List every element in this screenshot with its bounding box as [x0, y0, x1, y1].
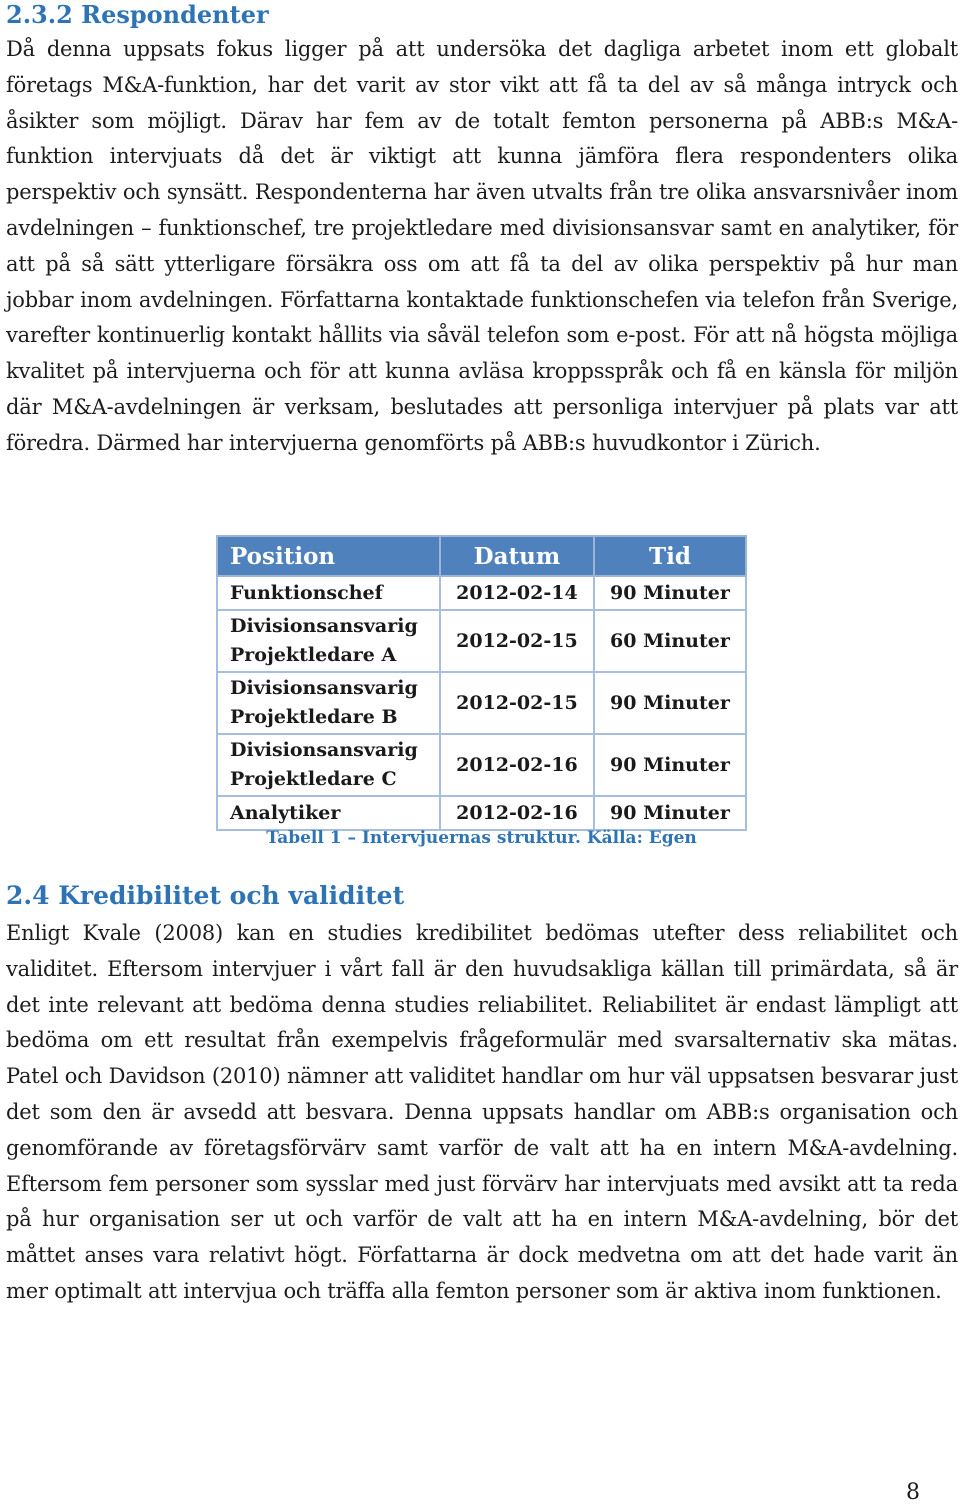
- cell-time: 90 Minuter: [594, 796, 746, 830]
- cell-date: 2012-02-16: [440, 796, 594, 830]
- section-heading-kredibilitet: 2.4 Kredibilitet och validitet: [6, 881, 405, 910]
- position-line1: Divisionsansvarig: [230, 739, 418, 761]
- position-line1: Analytiker: [230, 801, 341, 824]
- table-row: [217, 610, 746, 672]
- cell-date: 2012-02-16: [440, 734, 594, 796]
- cell-position: [217, 610, 440, 672]
- position-line1: Divisionsansvarig: [230, 615, 418, 637]
- header-datum: Datum: [440, 536, 594, 576]
- table-caption: Tabell 1 – Intervjuernas struktur. Källa: Egen: [266, 828, 697, 848]
- cell-date: 2012-02-14: [440, 576, 594, 610]
- cell-time: 90 Minuter: [594, 576, 746, 610]
- header-tid: Tid: [594, 536, 746, 576]
- cell-time: 90 Minuter: [594, 672, 746, 734]
- position-line2: Projektledare B: [230, 706, 398, 728]
- cell-time: 60 Minuter: [594, 610, 746, 672]
- table-row: [217, 734, 746, 796]
- page-number: 8: [906, 1480, 920, 1505]
- table-row: [217, 576, 746, 610]
- header-position: Position: [217, 536, 440, 576]
- cell-date: 2012-02-15: [440, 672, 594, 734]
- table-header-row: [217, 536, 746, 576]
- position-line1: Divisionsansvarig: [230, 677, 418, 699]
- cell-date: 2012-02-15: [440, 610, 594, 672]
- table-row: [217, 796, 746, 830]
- cell-position: [217, 796, 440, 830]
- table-row: [217, 672, 746, 734]
- position-line2: Projektledare C: [230, 768, 397, 790]
- section-heading-respondenter: 2.3.2 Respondenter: [6, 0, 269, 29]
- cell-position: [217, 576, 440, 610]
- interview-table: [216, 535, 747, 831]
- paragraph-respondenter: Då denna uppsats fokus ligger på att undersöka det dagliga arbetet inom ett globalt företags M&A-funktion, har det varit av stor vikt att få ta del av så många intryck och åsikter som möjligt. Därav har fem av de totalt femton personerna på ABB:s M&A-funktion intervjuats då det är viktigt att kunna jämföra flera respondenters olika perspektiv och synsätt. Respondenterna har även utvalts från tre olika ansvarsnivåer inom avdelningen – funktionschef, tre projektledare med divisionsansvar samt en analytiker, för att på så sätt ytterligare försäkra oss om att få ta del av olika perspektiv på hur man jobbar inom avdelningen. Författarna kontaktade funktionschefen via telefon från Sverige, varefter kontinuerlig kontakt hållits via såväl telefon som e-post. För att nå högsta möjliga kvalitet på intervjuerna och för att kunna avläsa kroppsspråk och få en känsla för miljön där M&A-avdelningen är verksam, beslutades att personliga intervjuer på plats var att föredra. Därmed har intervjuerna genomförts på ABB:s huvudkontor i Zürich.: [6, 37, 958, 455]
- paragraph-kredibilitet: Enligt Kvale (2008) kan en studies kredibilitet bedömas utefter dess reliabilitet och validitet. Eftersom intervjuer i vårt fall är den huvudsakliga källan till primärdata, så är det inte relevant att bedöma denna studies reliabilitet. Reliabilitet är endast lämpligt att bedöma om ett resultat från exempelvis frågeformulär med svarsalternativ ska mätas. Patel och Davidson (2010) nämner att validitet handlar om hur väl uppsatsen besvarar just det som den är avsedd att besvara. Denna uppsats handlar om ABB:s organisation och genomförande av företagsförvärv samt varför de valt att ha en intern M&A-avdelning. Eftersom fem personer som sysslar med just förvärv har intervjuats med avsikt att ta reda på hur organisation ser ut och varför de valt att ha en intern M&A-avdelning, bör det måttet anses vara relativt högt. Författarna är dock medvetna om att det hade varit än mer optimalt att intervjua och träffa alla femton personer som är aktiva inom funktionen.: [6, 921, 958, 1303]
- cell-time: 90 Minuter: [594, 734, 746, 796]
- cell-position: [217, 672, 440, 734]
- position-line1: Funktionschef: [230, 581, 383, 604]
- cell-position: [217, 734, 440, 796]
- position-line2: Projektledare A: [230, 644, 397, 666]
